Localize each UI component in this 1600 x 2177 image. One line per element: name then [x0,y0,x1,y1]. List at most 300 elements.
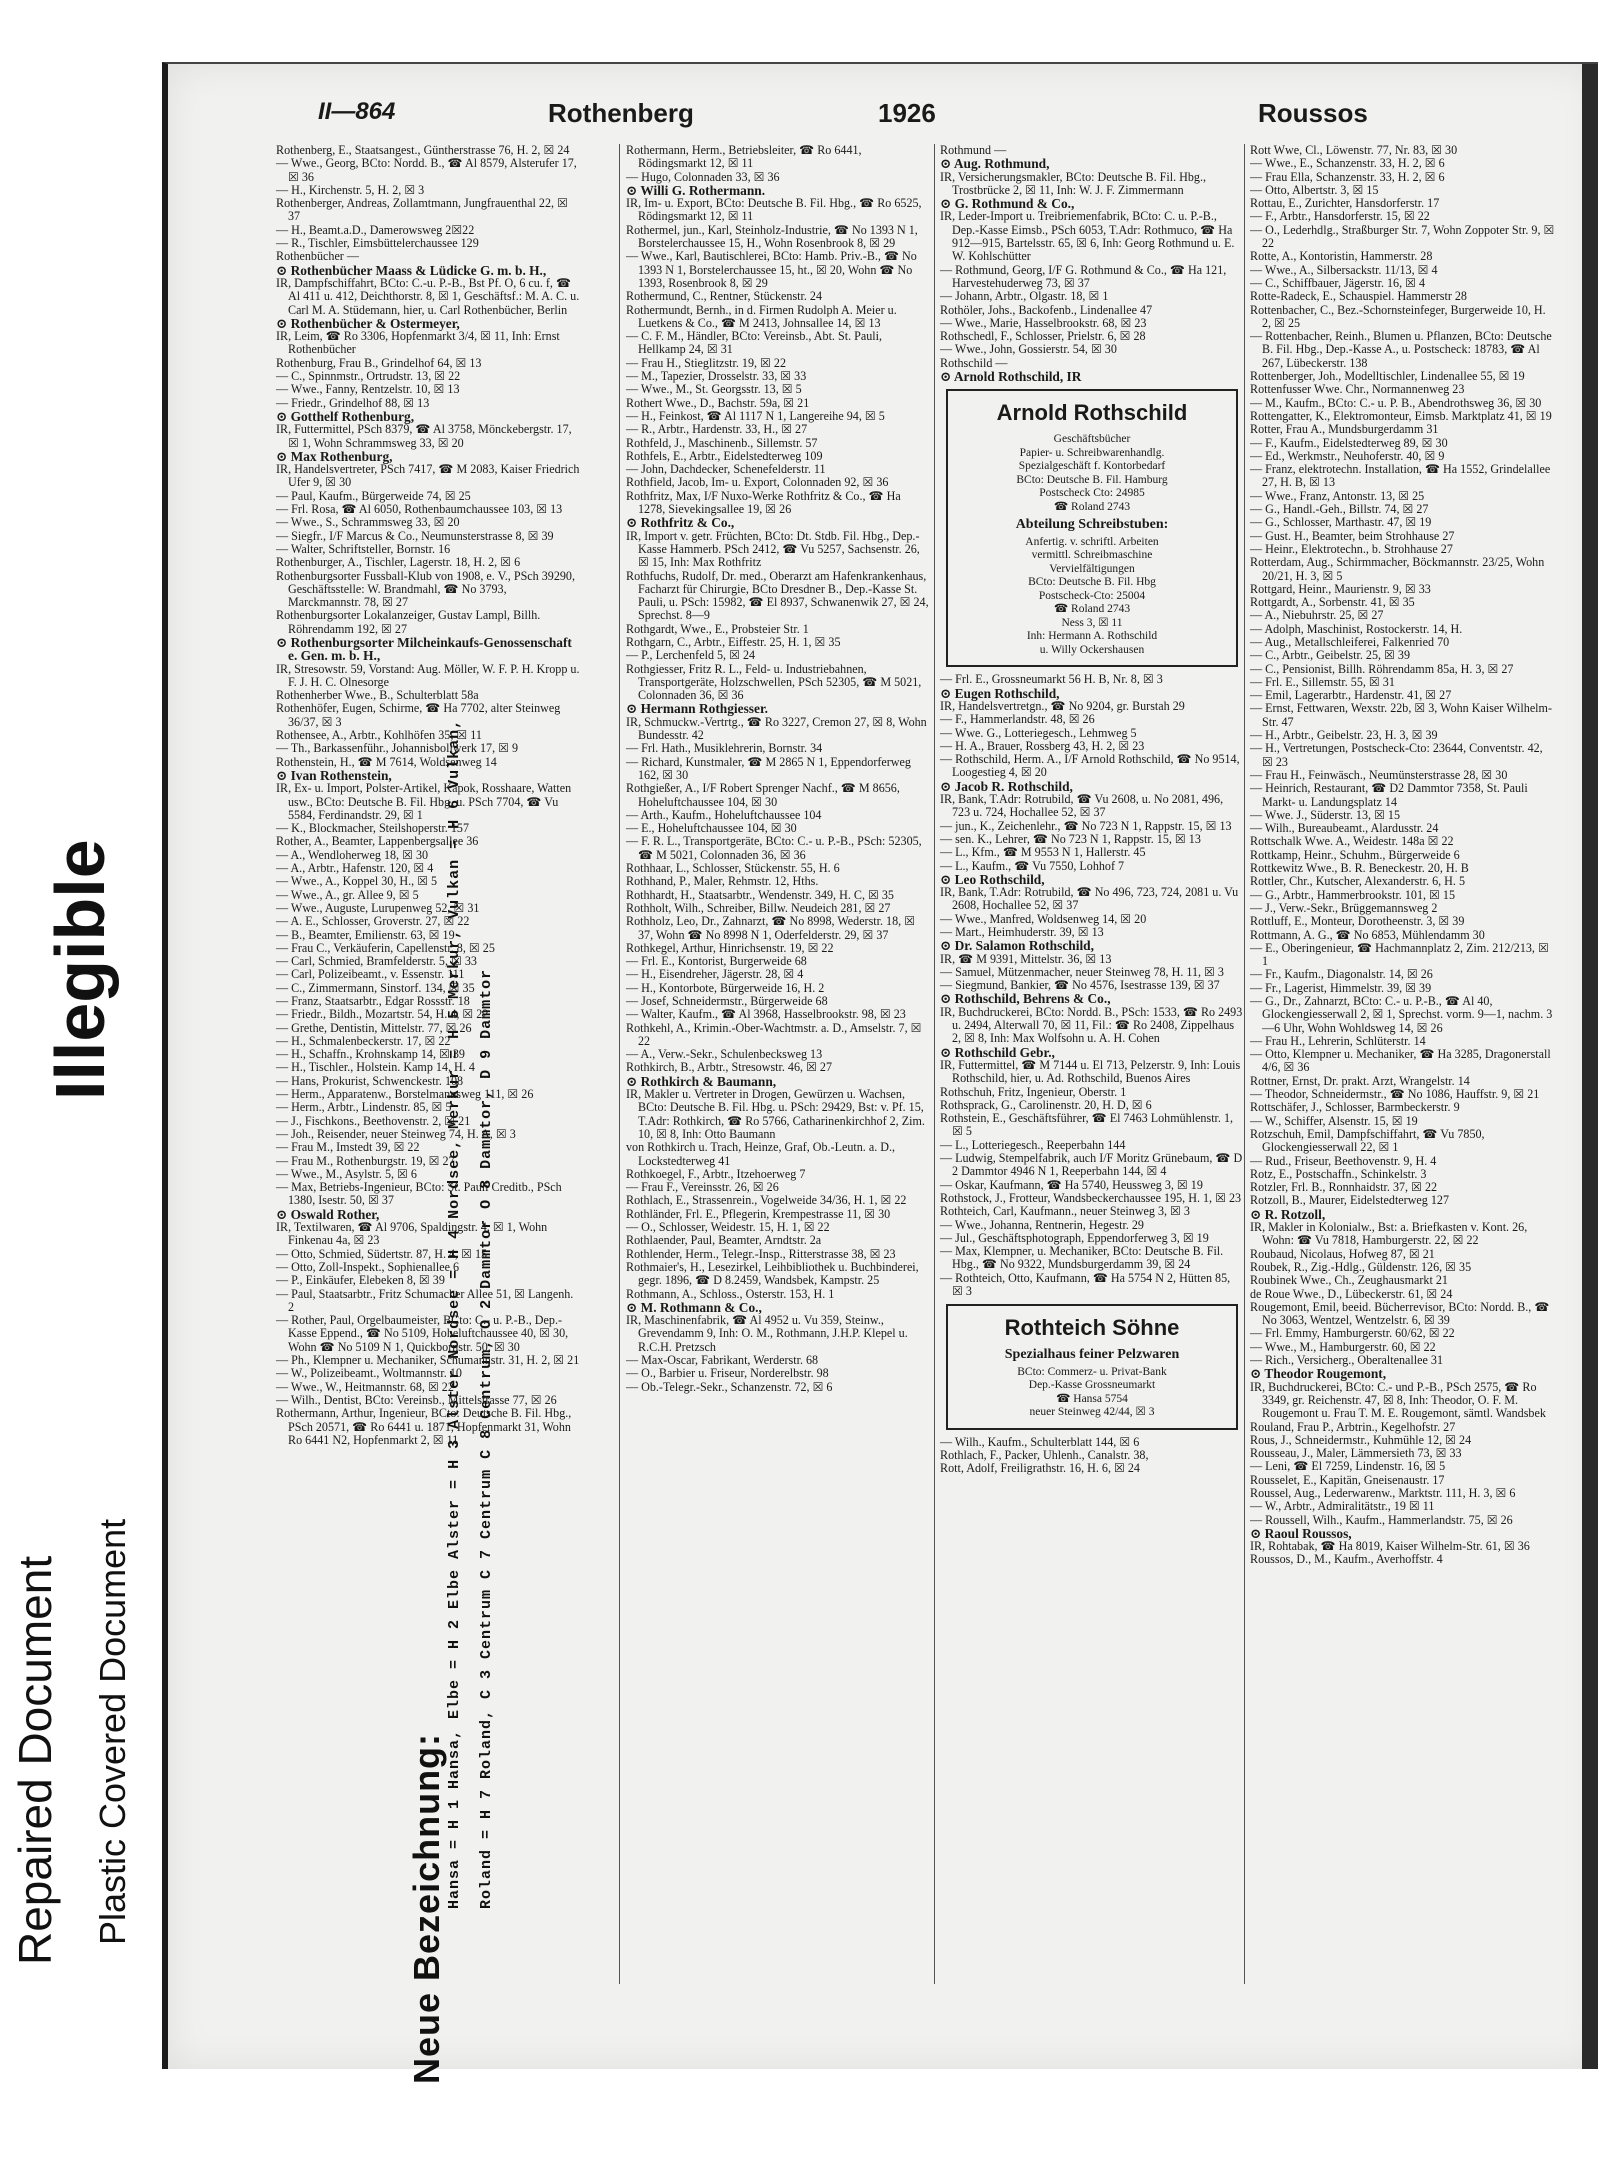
directory-entry: — Rothmund, Georg, I/F G. Rothmund & Co., ☎ Ha 121, Harvestehuderweg 73, ☒ 37 [940,262,1227,290]
directory-entry: — Ob.-Telegr.-Sekr., Schanzenstr. 72, ☒ 6 [626,1379,833,1394]
directory-entry: ⊙ Jacob R. Rothschild, [940,778,1073,794]
directory-entry: — Roussell, Wilh., Kaufm., Hammerlandstr. 75, ☒ 26 [1250,1512,1513,1527]
directory-entry: — Wwe., M., Asylstr. 5, ☒ 6 [276,1166,417,1181]
advert-subheading: Spezialhaus feiner Pelzwaren [1004,1347,1180,1363]
directory-entry: Rottner, Ernst, Dr. prakt. Arzt, Wrangelstr. 14 [1250,1073,1470,1088]
directory-entry: — Wilh., Bureaubeamt., Alardusstr. 24 [1250,821,1439,836]
directory-entry: Rottgardt, A., Sorbenstr. 41, ☒ 35 [1250,595,1415,610]
directory-entry: Rottluff, E., Monteur, Dorotheenstr. 3, ☒ 39 [1250,914,1465,929]
directory-entry: Rottau, E., Zurichter, Hansdorferstr. 17 [1250,196,1440,211]
directory-entry: — Frl. E., Kontorist, Burgerweide 68 [626,954,807,969]
directory-entry: — H., Schaffn., Krohnskamp 14, ☒ 39 [276,1047,465,1062]
directory-entry: — Frl. E., Grossneumarkt 56 H. B, Nr. 8, ☒ 3 [940,672,1163,687]
column-divider [934,144,935,1984]
header-last-name: Roussos [1258,98,1368,128]
directory-entry: — B., Beamter, Emilienstr. 63, ☒ 19 [276,927,455,942]
directory-entry: ⊙ G. Rothmund & Co., [940,196,1075,212]
directory-entry: — W., Schiffer, Alsenstr. 15, ☒ 19 [1250,1113,1418,1128]
directory-entry: — Walter, Kaufm., ☎ Al 3968, Hasselbrookstr. 98, ☒ 23 [626,1007,906,1022]
directory-entry: — H., Vertretungen, Postscheck-Cto: 23644, Conventstr. 42, ☒ 23 [1250,741,1543,769]
legend-heading: Neue Bezeichnung: [406,1732,447,2084]
directory-entry: — J., Verw.-Sekr., Brüggemannsweg 2 [1250,900,1438,915]
directory-entry: IR, Futtermittel, ☎ M 7144 u. El 713, Pelzerstr. 9, Inh: Louis Rothschild, hier, u. Ad. Rothschild, Buenos Aires [940,1057,1241,1086]
directory-entry: IR, Textilwaren, ☎ Al 9706, Spaldingstr. 4, ☒ 1, Wohn Finkenau 4a, ☒ 23 [276,1220,548,1248]
directory-entry: ⊙ Rothenbücher Maass & Lüdicke G. m. b. H., [276,262,547,278]
directory-entry: IR, Makler in Kolonialw., Bst: a. Briefkasten v. Kont. 26, Wohn: ☎ Vu 7818, Hamburgerstr. 22, ☒ 22 [1250,1220,1528,1248]
directory-entry: — Otto, Klempner u. Mechaniker, ☎ Ha 3285, Dragonerstall 4/6, ☒ 36 [1250,1047,1551,1075]
plastic-covered-label: Plastic Covered Document [92,1518,133,1945]
directory-entry: IR, Leder-Import u. Treibriemenfabrik, BCto: C. u. P.-B., Dep.-Kasse Eimsb., PSch 6053, T.Adr: Rothmuco, ☎ Ha 912—915, Bartelsstr. 65, ☒ 6, Inh: Georg Rothmund u. E. W. Kohlschütter [940,209,1235,264]
column-3-top [940,144,1244,383]
directory-entry: Rothlender, Herm., Telegr.-Insp., Ritterstrasse 38, ☒ 23 [626,1246,896,1261]
directory-entry: Rothert Wwe., D., Bachstr. 59a, ☒ 21 [626,395,810,410]
directory-entry: Rottmann, A. G., ☎ No 6853, Mühlendamm 30 [1250,927,1485,942]
directory-entry: — Th., Barkassenführ., Johannisbollwerk 17, ☒ 9 [276,741,519,756]
directory-entry: IR, Schmuckw.-Vertrtg., ☎ Ro 3227, Cremon 27, ☒ 8, Wohn Bundesstr. 42 [626,714,927,743]
directory-entry: — Wwe., John, Gossierstr. 54, ☒ 30 [940,342,1117,357]
directory-entry: — Hugo, Colonnaden 33, ☒ 36 [626,169,780,184]
column-divider [1244,144,1245,1984]
advert-subheading: Abteilung Schreibstuben: [1015,517,1169,533]
page-number: II—864 [318,98,396,125]
directory-entry: — E., Oberingenieur, ☎ Hachmannplatz 2, Zim. 212/213, ☒ 1 [1250,940,1549,969]
directory-entry: — F., Hammerlandstr. 48, ☒ 26 [940,712,1095,727]
directory-entry: — Max, Klempner, u. Mechaniker, BCto: Deutsche B. Fil. Hbg., ☎ No 9322, Mundsburgerdamm 39, ☒ 24 [940,1244,1224,1272]
directory-entry: Rothenhöfer, Eugen, Schirme, ☎ Ha 7702, alter Steinweg 36/37, ☒ 3 [276,701,561,729]
directory-entry: Rothsprack, G., Carolinenstr. 20, H. D, ☒ 6 [940,1097,1152,1112]
directory-entry: Rotte, A., Kontoristin, Hammerstr. 28 [1250,249,1433,264]
directory-entry: Rothholt, Wilh., Schreiber, Billw. Neudeich 281, ☒ 27 [626,900,891,915]
advert-arnold-rothschild [946,389,1238,667]
directory-entry: Rouland, Frau P., Arbtrin., Kegelhofstr. 27 [1250,1419,1456,1434]
directory-entry: — W., Polizeibeamt., Woltmannstr. 10 [276,1366,462,1381]
directory-entry: — G., Handl.-Geh., Billstr. 74, ☒ 27 [1250,502,1429,517]
directory-entry: — Heinrich, Restaurant, ☎ D2 Dammtor 7358, St. Pauli Markt- u. Landungsplatz 14 [1250,781,1528,809]
directory-entry: — Wwe., Fanny, Rentzelstr. 10, ☒ 13 [276,382,460,397]
directory-entry: IR, Futtermittel, PSch 8379, ☎ Al 3758, Mönckebergstr. 17, ☒ 1, Wohn Schrammsweg 33, ☒ 20 [276,422,572,450]
directory-entry: — Theodor, Schneidermstr., ☎ No 1086, Hauffstr. 9, ☒ 21 [1250,1087,1540,1102]
directory-entry: Rothschild — [940,355,1008,370]
directory-entry: IR, Handelsvertreter, PSch 7417, ☎ M 2083, Kaiser Friedrich Ufer 9, ☒ 30 [276,462,580,490]
directory-entry: Rothgiesser, Fritz R. L., Feld- u. Industriebahnen, Transportgeräte, Holzschwellen, PSch 52305, ☎ M 5021, Colonnaden 36, ☒ 36 [626,661,922,703]
directory-entry: — R., Tischler, Eimsbüttelerchaussee 129 [276,236,479,251]
directory-entry: Rousselet, E., Kapitän, Gneisenaustr. 17 [1250,1472,1445,1487]
directory-entry: — A., Niebuhrstr. 25, ☒ 27 [1250,608,1384,623]
directory-entry: Rothteich, Carl, Kaufmann., neuer Steinweg 3, ☒ 3 [940,1204,1190,1219]
directory-entry: ⊙ Max Rothenburg, [276,448,393,464]
advert-line: Geschäftsbücher [1053,433,1131,446]
directory-entry: — Otto, Zoll-Inspekt., Sophienallee 6 [276,1259,460,1274]
directory-entry: Rous, J., Schneidermstr., Kuhmühle 12, ☒ 24 [1250,1432,1472,1447]
directory-entry: Rottgard, Heinr., Maurienstr. 9, ☒ 33 [1250,581,1431,596]
directory-entry: Rottenbacher, C., Bez.-Schornsteinfeger, Burgerweide 10, H. 2, ☒ 25 [1250,302,1546,330]
directory-entry: — Johann, Arbtr., Olgastr. 18, ☒ 1 [940,289,1109,304]
directory-entry: — Oskar, Kaufmann, ☎ Ha 5740, Heussweg 3, ☒ 19 [940,1177,1203,1192]
directory-entry: — H., Eisendreher, Jägerstr. 28, ☒ 4 [626,967,804,982]
directory-entry: — W., Arbtr., Admiralitätstr., 19 ☒ 11 [1250,1499,1435,1514]
advert-rothteich-soehne [946,1304,1238,1430]
directory-entry: — Rud., Friseur, Beethovenstr. 9, H. 4 [1250,1153,1437,1168]
directory-entry: — O., Schlosser, Weidestr. 15, H. 1, ☒ 22 [626,1220,830,1235]
page-header [318,98,1408,138]
advert-title: Rothteich Söhne [1004,1315,1180,1341]
advert-line: BCto: Commerz- u. Privat-Bank [1017,1365,1167,1378]
directory-entry: ⊙ Raoul Roussos, [1250,1525,1352,1541]
advert-line: vermittl. Schreibmaschine [1031,549,1153,562]
directory-entry: IR, Stresowstr. 59, Vorstand: Aug. Möller, W. F. P. H. Kropp u. F. J. H. C. Olnesorge [276,661,580,689]
directory-entry: — C., Pensionist, Billh. Röhrendamm 85a, H. 3, ☒ 27 [1250,661,1514,676]
directory-entry: — Walter, Schriftsteller, Bornstr. 16 [276,541,451,556]
directory-entry: — Paul, Kaufm., Bürgerweide 74, ☒ 25 [276,488,471,503]
directory-entry: IR, Buchdruckerei, BCto: Nordd. B., PSch: 1533, ☎ Ro 2493 u. 2494, Alterwall 70, ☒ 11, Fil.: ☎ Ro 2408, Zippelhaus 2, ☒ 8, Inh: Max Wolfsohn u. A. H. Cohen [940,1004,1243,1046]
directory-entry: Rothgardt, Wwe., E., Probsteier Str. 1 [626,621,809,636]
directory-entry: — Frl. Emmy, Hamburgerstr. 60/62, ☒ 22 [1250,1326,1455,1341]
directory-entry: Rothöler, Johs., Backofenb., Lindenallee 47 [940,302,1153,317]
header-year: 1926 [878,98,936,128]
directory-entry: IR, Buchdruckerei, BCto: C.- und P.-B., PSch 2575, ☎ Ro 3349, gr. Reichenstr. 47, ☒ 8, Inh: Theodor, O. F. M. Rougemont u. Frau T. M. E. Rougemont, sämtl. Wandsbek [1250,1379,1546,1421]
directory-entry: — Arth., Kaufm., Hoheluftchaussee 104 [626,807,822,822]
directory-entry: ⊙ Willi G. Rothermann. [626,182,766,198]
directory-entry: — Siegmund, Bankier, ☎ No 4576, Isestrasse 139, ☒ 37 [940,978,1220,993]
column-1 [276,144,580,1447]
directory-entry: Rothschuh, Fritz, Ingenieur, Oberstr. 1 [940,1084,1127,1099]
directory-entry: Rottenfusser Wwe. Chr., Normannenweg 23 [1250,382,1465,397]
directory-entry: — Wwe. G., Lotteriegesch., Lehmweg 5 [940,725,1137,740]
directory-entry: ⊙ Hermann Rothgiesser. [626,701,769,717]
directory-entry: — Frau Ella, Schanzenstr. 33, H. 2, ☒ 6 [1250,169,1445,184]
directory-entry: — Wwe., A., Koppel 30, H., ☒ 5 [276,874,438,889]
legend-line-1: Hansa = H 1 Hansa, Elbe = H 2 Elbe Alster = H 3 Alster Nordsee = H 4 Nordsee, Merkur = H 5 Merkur, Vulkan = H 6 Vulkan, [446,718,463,1909]
directory-entry: — Heinr., Elektrotechn., b. Strohhause 27 [1250,541,1453,556]
page-edge [1582,64,1598,2069]
directory-entry: Rothgarn, C., Arbtr., Eiffestr. 25, H. 1, ☒ 35 [626,634,841,649]
directory-entry: ⊙ Rothkirch & Baumann, [626,1073,777,1089]
directory-entry: — Herm., Apparatenw., Borstelmannsweg 111, ☒ 26 [276,1087,534,1102]
directory-entry: — Wwe., Johanna, Rentnerin, Hegestr. 29 [940,1217,1144,1232]
directory-entry: Rotzschuh, Emil, Dampfschiffahrt, ☎ Vu 7850, Glockengiesserwall 22, ☒ 1 [1250,1126,1485,1155]
directory-entry: — Rothschild, Herm. A., I/F Arnold Rothschild, ☎ No 9514, Loogestieg 4, ☒ 20 [940,752,1240,780]
directory-entry: — L., Kfm., ☎ M 9553 N 1, Hallerstr. 45 [940,845,1146,860]
illegible-label: Illegible [41,839,119,1100]
column-divider [619,144,620,1984]
directory-entry: Rottenberger, Joh., Modelltischler, Lindenallee 55, ☒ 19 [1250,369,1525,384]
directory-entry: Rothermund, C., Rentner, Stückenstr. 24 [626,289,823,304]
directory-entry: ⊙ R. Rotzoll, [1250,1206,1326,1222]
directory-entry: Rothstein, E., Geschäftsführer, ☎ El 7463 Lohmühlenstr. 1, ☒ 5 [940,1111,1234,1139]
directory-entry: — Ph., Klempner u. Mechaniker, Schumannstr. 31, H. 2, ☒ 21 [276,1353,580,1368]
directory-entry: Rothermundt, Bernh., in d. Firmen Rudolph A. Meier u. Luetkens & Co., ☎ M 2413, Johnsallee 14, ☒ 13 [626,302,897,330]
directory-entry: Rothenburger, A., Tischler, Lagerstr. 18, H. 2, ☒ 6 [276,555,521,570]
directory-entry: Rothenbücher — [276,249,359,264]
directory-entry: Rothenberger, Andreas, Zollamtmann, Jungfrauenthal 22, ☒ 37 [276,196,568,224]
directory-entry: Rothfuchs, Rudolf, Dr. med., Oberarzt am Hafenkrankenhaus, Facharzt für Chirurgie, BCto Dresdner B., Dep.-Kasse St. Pauli, u. PSch: 15982, ☎ El 8937, Schwanenwik 27, ☒ 24, Sprechst. 8—9 [626,568,929,623]
directory-entry: — Frau M., Imstedt 39, ☒ 22 [276,1140,420,1155]
directory-entry: ⊙ Rothenburgsorter Milcheinkaufs-Genossenschaft e. Gen. m. b. H., [276,634,572,664]
directory-entry: — Franz, Staatsarbtr., Edgar Rossstr. 18 [276,994,470,1008]
advert-lines-2 [954,536,1230,658]
directory-entry: ⊙ Gotthelf Rothenburg, [276,408,415,424]
directory-entry: Rothenburgsorter Fussball-Klub von 1908, e. V., PSch 39290, Geschäftsstelle: W. Brandmahl, ☎ No 3793, Marckmannstr. 78, ☒ 27 [276,568,575,610]
directory-entry: — H., Kirchenstr. 5, H. 2, ☒ 3 [276,182,425,197]
directory-entry: IR, Bank, T.Adr: Rotrubild, ☎ Vu 2608, u. No 2081, 496, 723 u. 724, Hochallee 52, ☒ 37 [940,792,1224,820]
directory-entry: IR, Bank, T.Adr: Rotrubild, ☎ No 496, 723, 724, 2081 u. Vu 2608, Hochallee 52, ☒ 37 [940,885,1239,913]
directory-entry: Rothmaier's, H., Lesezirkel, Leihbibliothek u. Buchbinderei, gegr. 1896, ☎ D 8.2459, Wandsbek, Kampstr. 25 [626,1259,919,1288]
directory-entry: — Gust. H., Beamter, beim Strohhause 27 [1250,528,1455,543]
directory-entry: — Otto, Albertstr. 3, ☒ 15 [1250,182,1379,197]
directory-entry: — Wilh., Kaufm., Schulterblatt 144, ☒ 6 [940,1434,1140,1449]
directory-entry: ⊙ M. Rothmann & Co., [626,1299,762,1315]
advert-line: neuer Steinweg 42/44, ☒ 3 [1029,1406,1155,1419]
directory-entry: Rothhaar, L., Schlosser, Stückenstr. 55, H. 6 [626,861,840,876]
directory-entry: — Josef, Schneidermstr., Bürgerweide 68 [626,994,828,1008]
directory-entry: Rothmund — [940,143,1007,157]
directory-entry: ⊙ Rothschild, Behrens & Co., [940,991,1111,1007]
directory-entry: Rothhand, P., Maler, Rehmstr. 12, Hths. [626,874,819,889]
directory-entry: — A. E., Schlosser, Groverstr. 27, ☒ 22 [276,914,470,929]
advert-line: Anfertig. v. schriftl. Arbeiten [1025,535,1159,548]
directory-entry: Rothfritz, Max, I/F Nuxo-Werke Rothfritz & Co., ☎ Ha 1278, Sievekingsallee 19, ☒ 26 [626,488,901,517]
scanned-page [162,62,1598,2084]
directory-entry: IR, Dampfschiffahrt, BCto: C.-u. P.-B., Bst Pf. O, 6 cu. f, ☎ Al 411 u. 412, Deichthorstr. 8, ☒ 1, Geschäftsf.: M. A. C. u. Carl M. A. Stüdemann, hier, u. Carl Rothenbücher, Berlin [276,275,580,317]
directory-entry: — A., Verw.-Sekr., Schulenbecksweg 13 [626,1047,823,1062]
directory-entry: Rottkewitz Wwe., B. R. Beneckestr. 20, H. B [1250,861,1469,876]
directory-entry: de Roue Wwe., D., Lübeckerstr. 61, ☒ 24 [1250,1286,1453,1301]
directory-entry: — Leni, ☎ El 7259, Lindenstr. 16, ☒ 5 [1250,1459,1446,1474]
directory-entry: — Adolph, Maschinist, Rostockerstr. 14, H. [1250,621,1463,636]
directory-entry: Roubinek Wwe., Ch., Zeughausmarkt 21 [1250,1273,1448,1288]
directory-entry: Rotterdam, Aug., Schirmmacher, Böckmannstr. 23/25, Wohn 20/21, H. 3, ☒ 5 [1250,555,1545,583]
directory-entry: Rothgießer, A., I/F Robert Sprenger Nachf., ☎ M 8656, Hoheluftchaussee 104, ☒ 30 [626,781,900,809]
advert-line: BCto: Deutsche B. Fil. Hamburg [1016,473,1168,486]
directory-entry: Rothenburg, Frau B., Grindelhof 64, ☒ 13 [276,355,482,370]
directory-entry: — H., Arbtr., Geibelstr. 23, H. 3, ☒ 39 [1250,728,1438,743]
directory-entry: Rottler, Chr., Kutscher, Alexanderstr. 6, H. 5 [1250,874,1466,889]
directory-entry: ⊙ Leo Rothschild, [940,871,1045,887]
directory-entry: — Ernst, Fettwaren, Wexstr. 22b, ☒ 3, Wohn Kaiser Wilhelm-Str. 47 [1250,701,1552,729]
directory-entry: — H., Kontorbote, Bürgerweide 16, H. 2 [626,980,825,995]
directory-entry: — P., Einkäufer, Elebeken 8, ☒ 39 [276,1273,445,1288]
directory-entry: Rothenstein, H., ☎ M 7614, Woldsenweg 14 [276,754,497,769]
directory-entry: Rothermel, jun., Karl, Steinholz-Industrie, ☎ No 1393 N 1, Borstelerchaussee 15, H., Wohn Rosenbrook 8, ☒ 29 [626,222,918,251]
directory-entry: ⊙ Rothenbücher & Ostermeyer, [276,315,460,331]
directory-entry: — Samuel, Mützenmacher, neuer Steinweg 78, H. 11, ☒ 3 [940,964,1224,979]
advert-line: Papier- u. Schreibwarenhandlg. [1019,446,1165,459]
directory-entry: IR, Makler u. Vertreter in Drogen, Gewürzen u. Wachsen, BCto: Deutsche B. Fil. Hbg. u. PSch: 29429, Bst: v. Pf. 15, T.Adr: Rothkirch, ☎ Ro 5766, Catharinenkirchhof 2, Zim. 10, ☒ 8, Inh: Otto Baumann [626,1087,925,1141]
directory-entry: — Friedr., Bildh., Mozartstr. 54, H. 4, ☒ 22 [276,1007,489,1022]
directory-entry: — Mart., Heimhuderstr. 39, ☒ 13 [940,924,1104,939]
directory-entry: — G., Arbtr., Hammerbrookstr. 101, ☒ 15 [1250,887,1455,902]
advert-line: BCto: Deutsche B. Fil. Hbg [1028,576,1156,589]
directory-entry: — Wwe., A., Silbersackstr. 11/13, ☒ 4 [1250,262,1438,277]
directory-entry: ⊙ Arnold Rothschild, IR [940,369,1082,385]
directory-entry: Rotz, E., Postschaffn., Schinkelstr. 3 [1250,1166,1427,1181]
directory-entry: ⊙ Eugen Rothschild, [940,685,1060,701]
advert-lines [954,433,1230,514]
directory-entry: — F., Kaufm., Eidelstedterweg 89, ☒ 30 [1250,435,1448,450]
directory-entry: — Frau M., Rothenburgstr. 19, ☒ 27 [276,1153,455,1168]
directory-entry: Rothensee, A., Arbtr., Kohlhöfen 35, ☒ 11 [276,728,482,743]
directory-entry: — P., Lerchenfeld 5, ☒ 24 [626,648,756,663]
directory-entry: — Wwe., M., St. Georgsstr. 13, ☒ 5 [626,382,802,397]
advert-line: ☎ Roland 2743 [1053,603,1131,616]
directory-entry: Rothkirch, B., Arbtr., Stresowstr. 46, ☒ 27 [626,1060,833,1075]
directory-entry: — C., Spinnmstr., Ortrudstr. 13, ☒ 22 [276,369,461,384]
directory-entry: — sen. K., Lehrer, ☎ No 723 N 1, Rappstr. 15, ☒ 13 [940,831,1201,846]
directory-entry: — Wwe., Franz, Antonstr. 13, ☒ 25 [1250,488,1425,503]
directory-entry: — Wwe., Marie, Hasselbrookstr. 68, ☒ 23 [940,315,1147,330]
directory-entry: — Wwe. J., Süderstr. 13, ☒ 15 [1250,807,1401,822]
directory-entry: ⊙ Rothschild Gebr., [940,1044,1055,1060]
directory-entry: — H., Schmalenbeckerstr. 17, ☒ 22 [276,1033,451,1048]
directory-entry: IR, Ex- u. Import, Polster-Artikel, Kapok, Rosshaare, Watten usw., BCto: Deutsche B. Fil. Hbg. u. PSch 7704, ☎ Vu 5584, Ferdinandstr. 29, ☒ 1 [276,781,572,822]
directory-entry: IR, Leim, ☎ Ro 3306, Hopfenmarkt 3/4, ☒ 11, Inh: Ernst Rothenbücher [276,329,560,357]
directory-entry: — Rich., Versicherg., Oberaltenallee 31 [1250,1353,1443,1368]
directory-entry: — H., Tischler., Holstein. Kamp 14, H. 4 [276,1060,475,1075]
directory-entry: Rothfeld, J., Maschinenb., Sillemstr. 57 [626,435,818,450]
directory-entry: Rothermann, Herm., Betriebsleiter, ☎ Ro 6441, Rödingsmarkt 12, ☒ 11 [626,143,862,171]
directory-entry: — M., Tapezier, Drosselstr. 33, ☒ 33 [626,369,807,384]
directory-entry: — Frau H., Feinwäsch., Neumünsterstrasse 28, ☒ 30 [1250,767,1508,782]
directory-entry: — Fr., Lagerist, Himmelstr. 39, ☒ 39 [1250,980,1432,995]
directory-entry: — Friedr., Grindelhof 88, ☒ 13 [276,395,430,410]
directory-entry: ⊙ Rothfritz & Co., [626,515,735,531]
directory-entry: — Otto, Schmied, Südertstr. 87, H. 4, ☒ 15 [276,1246,488,1261]
advert-line: Vervielfältigungen [1049,562,1135,575]
directory-entry: ⊙ Aug. Rothmund, [940,156,1050,172]
advert-line: Ness 3, ☒ 11 [1061,616,1123,629]
directory-entry: — C. F. M., Händler, BCto: Vereinsb., Abt. St. Pauli, Hellkamp 24, ☒ 31 [626,329,882,357]
directory-entry: Rottschalk Wwe. A., Weidestr. 148a ☒ 22 [1250,834,1454,849]
directory-entry: — C., Zimmermann, Sinstorf. 134, ☒ 35 [276,980,475,995]
legend-line-2: Roland = H 7 Roland, C 3 Centrum C 7 Centrum C 8 Centrum, O 2 Dammtor O 8 Dammtor, D 9 Dammtor [478,968,495,1909]
column-2 [626,144,930,1394]
directory-entry: Rothhardt, H., Staatsarbtr., Wendenstr. 349, H. C, ☒ 35 [626,887,894,902]
directory-entry: — F. R. L., Transportgeräte, BCto: C.- u. P.-B., PSch: 52305, ☎ M 5021, Colonnaden 36, ☒ 36 [626,834,922,862]
directory-entry: Rotter, Frau A., Mundsburgerdamm 31 [1250,422,1439,437]
directory-entry: — R., Arbtr., Hardenstr. 33, H., ☒ 27 [626,422,808,437]
directory-entry: — Wwe., Manfred, Woldsenweg 14, ☒ 20 [940,911,1147,926]
directory-entry: Rothlach, F., Packer, Uhlenh., Canalstr. 38, [940,1448,1149,1463]
directory-entry: — A., Wendloherweg 18, ☒ 30 [276,847,429,862]
directory-entry: Rothholz, Leo, Dr., Zahnarzt, ☎ No 8998, Wederstr. 18, ☒ 37, Wohn ☎ No 8998 N 1, Oderfelderstr. 29, ☒ 37 [626,914,916,942]
directory-entry: — Grethe, Dentistin, Mittelstr. 77, ☒ 26 [276,1020,472,1035]
directory-entry: — Herm., Arbtr., Lindenstr. 85, ☒ 5 [276,1100,452,1115]
advert-line: Inh: Hermann A. Rothschild [1026,630,1158,643]
directory-entry: — G., Schlosser, Marthastr. 47, ☒ 19 [1250,515,1432,530]
directory-entry: Roussel, Aug., Lederwarenw., Marktstr. 111, H. 3, ☒ 6 [1250,1485,1516,1500]
advert-line: ☎ Hansa 5754 [1056,1392,1128,1405]
directory-entry: — M., Kaufm., BCto: C.- u. P. B., Abendrothsweg 36, ☒ 30 [1250,395,1542,410]
directory-entry: IR, Im- u. Export, BCto: Deutsche B. Fil. Hbg., ☎ Ro 6525, Rödingsmarkt 12, ☒ 11 [626,196,922,224]
directory-entry: — Rottenbacher, Reinh., Blumen u. Pflanzen, BCto: Deutsche B. Fil. Hbg., Dep.-Kasse A., u. Postscheck: 18783, ☎ Al 267, Lübeckerstr. 138 [1250,329,1552,370]
directory-entry: — Wwe., W., Heitmannstr. 68, ☒ 22 [276,1379,454,1394]
directory-entry: — Fr., Kaufm., Diagonalstr. 14, ☒ 26 [1250,967,1433,982]
directory-entry: Rothmann, A., Schloss., Osterstr. 153, H. 1 [626,1286,835,1301]
header-first-name: Rothenberg [548,98,694,128]
directory-entry: — Frl. E., Sillemstr. 55, ☒ 31 [1250,674,1395,689]
directory-entry: — C., Schiffbauer, Jägerstr. 16, ☒ 4 [1250,275,1426,290]
directory-entry: — Wilh., Dentist, BCto: Vereinsb., Mittelstrasse 77, ☒ 26 [276,1392,557,1407]
directory-entry: — J., Fischkons., Beethovenstr. 2, ☒ 21 [276,1113,471,1128]
directory-entry: Rousseau, J., Maler, Lämmersieth 73, ☒ 33 [1250,1446,1462,1461]
directory-entry: von Rothkirch u. Trach, Heinze, Graf, Ob.-Leutn. a. D., Lockstedterweg 41 [626,1140,896,1168]
directory-entry: Rothfield, Jacob, Im- u. Export, Colonnaden 92, ☒ 36 [626,475,889,490]
directory-entry: Rothkoegel, F., Arbtr., Itzehoerweg 7 [626,1166,806,1181]
directory-entry: Rothkehl, A., Krimin.-Ober-Wachtmstr. a. D., Amselstr. 7, ☒ 22 [626,1020,922,1048]
directory-entry: — Frl. Hath., Musiklehrerin, Bornstr. 34 [626,741,823,756]
directory-entry: — Joh., Reisender, neuer Steinweg 74, H. A, ☒ 3 [276,1126,516,1141]
directory-entry: Rothschedl, F., Schlosser, Prielstr. 6, ☒ 28 [940,329,1146,344]
directory-entry: — Max-Oscar, Fabrikant, Werderstr. 68 [626,1353,819,1368]
directory-entry: — Paul, Staatsarbtr., Fritz Schumacher Allee 51, ☒ Langenh. 2 [276,1286,574,1314]
directory-entry: Rottschäfer, J., Schlosser, Barmbeckerstr. 9 [1250,1100,1460,1115]
directory-entry: Rothkegel, Arthur, Hinrichsenstr. 19, ☒ 22 [626,940,834,955]
directory-entry: — H., Beamt.a.D., Damerowsweg 2☒22 [276,222,475,237]
directory-entry: ⊙ Dr. Salamon Rothschild, [940,938,1094,954]
directory-entry: — Wwe., E., Schanzenstr. 33, H. 2, ☒ 6 [1250,156,1445,171]
advert-line: u. Willy Ockershausen [1039,643,1145,656]
directory-entry: — Aug., Metallschleiferei, Falkenried 70 [1250,634,1450,649]
directory-entry: Rothenherber Wwe., B., Schulterblatt 58a [276,688,479,703]
directory-entry: — G., Dr., Zahnarzt, BCto: C.- u. P.-B., ☎ Al 40, Glockengiesserwall 2, ☒ 1, Sprechst. vorm. 9—1, nachm. 3—6 Uhr, Wohn Wohldsweg 14, ☒ 26 [1250,994,1553,1035]
directory-entry: — Siegfr., I/F Marcus & Co., Neumunsterstrasse 8, ☒ 39 [276,528,554,543]
directory-entry: IR, ☎ M 9391, Mittelstr. 36, ☒ 13 [940,951,1112,966]
directory-entry: — Wwe., Georg, BCto: Nordd. B., ☎ Al 8579, Alsterufer 17, ☒ 36 [276,156,577,184]
advert-lines [954,1366,1230,1420]
directory-entry: — Wwe., Karl, Bautischlerei, BCto: Hamb. Priv.-B., ☎ No 1393 N 1, Borstelerchaussee 15, ht., ☒ 20, Wohn ☎ No 1393, Rosenbrook 8, ☒ 29 [626,249,917,290]
column-4 [1250,144,1555,1567]
directory-entry: — Carl, Polizeibeamt., v. Essenstr. 111 [276,967,465,982]
directory-entry: Roussos, D., M., Kaufm., Averhoffstr. 4 [1250,1552,1443,1567]
directory-entry: IR, Versicherungsmakler, BCto: Deutsche B. Fil. Hbg., Trostbrücke 2, ☒ 11, Inh: W. J. F. Zimmermann [940,169,1206,197]
directory-entry: Rottkamp, Heinr., Schuhm., Bürgerweide 6 [1250,847,1460,862]
directory-entry: Roubaud, Nicolaus, Hofweg 87, ☒ 21 [1250,1246,1435,1261]
directory-entry: Rotzler, Frl. B., Ronnhaidstr. 37, ☒ 22 [1250,1180,1438,1195]
directory-entry: Rottengatter, K., Elektromonteur, Eimsb. Marktplatz 41, ☒ 19 [1250,408,1552,423]
directory-entry: — Wwe., Auguste, Lurupenweg 52, ☒ 31 [276,900,480,915]
advert-title: Arnold Rothschild [996,400,1188,426]
directory-entry: — Jul., Geschäftsphotograph, Eppendorferweg 3, ☒ 19 [940,1230,1209,1245]
directory-entry: — Franz, elektrotechn. Installation, ☎ Ha 1552, Grindelallee 27, H. B, ☒ 13 [1250,462,1551,490]
directory-entry: — Wwe., M., Hamburgerstr. 60, ☒ 22 [1250,1339,1436,1354]
directory-entry: — Max, Betriebs-Ingenieur, BCto: St. Pauli Creditb., PSch 1380, Isestr. 50, ☒ 37 [276,1180,562,1208]
directory-entry: — L., Lotteriegesch., Reeperbahn 144 [940,1137,1126,1152]
directory-entry: Rothlaender, Paul, Beamter, Arndtstr. 2a [626,1233,822,1248]
column-3-bottom [940,673,1244,1298]
directory-entry: — O., Lederhdlg., Straßburger Str. 7, Wohn Zoppoter Str. 9, ☒ 22 [1250,222,1555,251]
directory-entry: Rott Wwe, Cl., Löwenstr. 77, Nr. 83, ☒ 30 [1250,143,1458,157]
directory-entry: Roubek, R., Zig.-Hdlg., Güldenstr. 126, ☒ 35 [1250,1259,1472,1274]
directory-entry: IR, Handelsvertretgn., ☎ No 9204, gr. Burstah 29 [940,698,1185,713]
directory-entry: — Carl, Schmied, Bramfelderstr. 5, ☒ 33 [276,954,477,969]
directory-entry: — jun., K., Zeichenlehr., ☎ No 723 N 1, Rappstr. 15, ☒ 13 [940,818,1232,833]
directory-entry: — Frl. Rosa, ☎ Al 6050, Rothenbaumchaussee 103, ☒ 13 [276,502,563,517]
directory-entry: — Frau F., Vereinsstr. 26, ☒ 26 [626,1180,779,1195]
directory-entry: IR, Rohtabak, ☎ Ha 8019, Kaiser Wilhelm-Str. 61, ☒ 36 [1250,1539,1530,1554]
directory-entry: Rothermann, Arthur, Ingenieur, BCto: Deutsche B. Fil. Hbg., PSch 20571, ☎ Ro 6441 u. 1871, Hopfenmarkt 31, Wohn Ro 6441 N2, Hopfenmarkt 2, ☒ 11 [276,1406,572,1447]
advert-line: Dep.-Kasse Grossneumarkt [1028,1379,1156,1392]
directory-entry: — F., Arbtr., Hansdorferstr. 15, ☒ 22 [1250,209,1430,224]
directory-entry: — Ed., Werkmstr., Neuhoferstr. 40, ☒ 9 [1250,448,1445,463]
column-3-end [940,1436,1244,1476]
directory-entry: — John, Dachdecker, Schenefelderstr. 11 [626,462,826,477]
directory-entry: Rougemont, Emil, beeid. Bücherrevisor, BCto: Nordd. B., ☎ No 3063, Wentzel, Wentzelstr. 6, ☒ 39 [1250,1299,1550,1328]
directory-entry: IR, Maschinenfabrik, ☎ Al 4952 u. Vu 359, Steinw., Grevendamm 9, Inh: O. M., Rothmann, J.H.P. Klepel u. R.C.H. Pretzsch [626,1313,908,1354]
directory-entry: Rothfels, E., Arbtr., Eidelstedterweg 109 [626,448,823,463]
directory-entry: — H. A., Brauer, Rossberg 43, H. 2, ☒ 23 [940,738,1145,753]
directory-entry: Rothenburgsorter Lokalanzeiger, Gustav Lampl, Billh. Röhrendamm 192, ☒ 27 [276,608,541,636]
directory-entry: — Frau C., Verkäuferin, Capellenstr. 8, ☒ 25 [276,940,495,955]
